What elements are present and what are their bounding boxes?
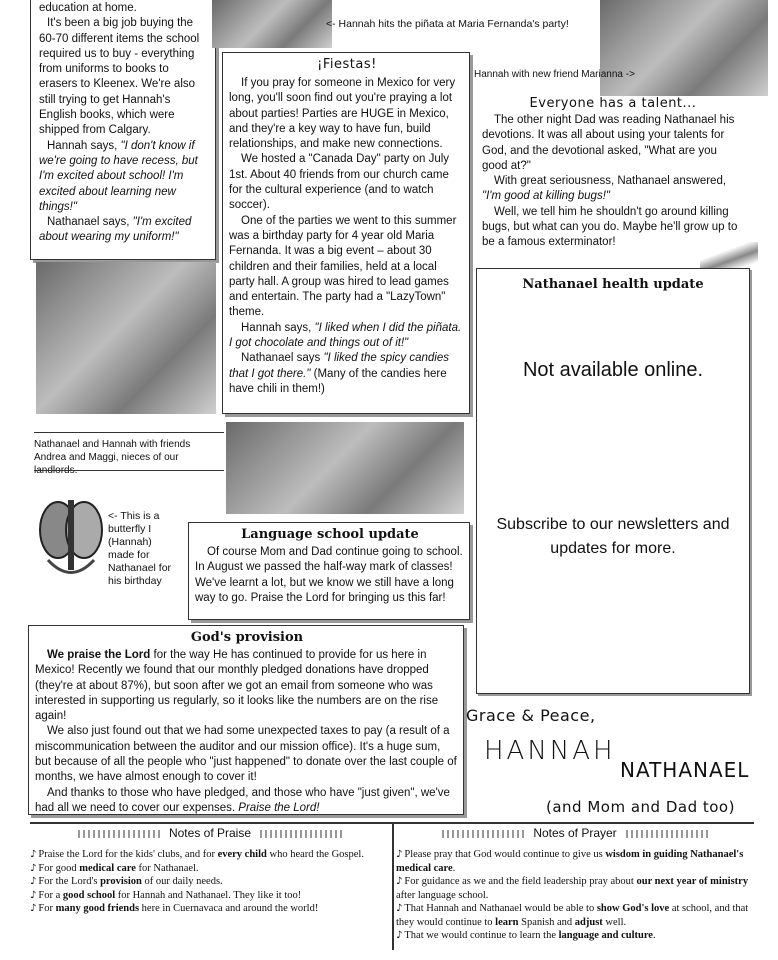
- butterfly-drawing: [38, 490, 104, 586]
- intro-line: still trying to get Hannah's: [39, 93, 171, 106]
- note-item: [30, 889, 390, 903]
- note-text: For guidance as we and the field leadership pray about: [404, 876, 637, 887]
- note-emphasis: learn: [495, 916, 519, 928]
- note-emphasis: wisdom in guiding Nathanael's medical care: [396, 849, 744, 874]
- note-item: [396, 929, 754, 943]
- note-text: That Hannah and Nathanael would be able to: [404, 903, 597, 914]
- greeting: Grace & Peace,: [466, 706, 596, 725]
- praise-list: [30, 848, 390, 916]
- provision-title: God's provision: [190, 630, 304, 645]
- friends-caption-rule-bottom: [34, 470, 224, 471]
- nathanael-says: Nathanael says,: [47, 216, 133, 229]
- note-emphasis: provision: [100, 876, 142, 887]
- nathanael-quote: "I'm excited about wearing my uniform!": [39, 216, 192, 244]
- health-title: Nathanael health update: [522, 277, 704, 292]
- friends-caption-rule: [34, 432, 224, 433]
- music-note-icon: ♪: [30, 876, 37, 887]
- intro-line: shipped from Calgary.: [39, 124, 151, 137]
- music-note-icon: ♪: [30, 903, 37, 914]
- talent-p3: Well, we tell him he shouldn't go around killing bugs, but what can you do. Maybe he'll grow up to be a famous exterminator!: [482, 205, 738, 249]
- note-text: for Nathanael.: [135, 862, 199, 874]
- note-text: For: [38, 903, 56, 914]
- note-item: [396, 848, 754, 875]
- decorative-line-icon: [78, 830, 160, 838]
- notes-divider: [392, 822, 394, 950]
- intro-box: [30, 0, 216, 260]
- hannah-quote: "I don't know if we're going to have recess, but I'm excited about school! I'm excited about learning new things!": [39, 139, 198, 213]
- health-subscribe: Subscribe to our newsletters and updates for more.: [496, 516, 730, 557]
- decorative-line-icon: [260, 830, 342, 838]
- note-text: Praise the Lord for the kids' clubs, and for: [38, 849, 218, 860]
- intro-text: [39, 1, 209, 139]
- hannah-says: Hannah says,: [47, 139, 121, 152]
- note-emphasis: our next year of ministry: [636, 876, 749, 887]
- note-text: Please pray that God would continue to give us: [404, 849, 606, 860]
- note-text: For good: [38, 862, 80, 874]
- parents-note: (and Mom and Dad too): [546, 798, 735, 816]
- prayer-list: [396, 848, 754, 943]
- intro-line: erasers to Kleenex. We're also: [39, 78, 196, 91]
- friends-photo: [226, 422, 464, 514]
- note-text: after language school.: [396, 889, 489, 901]
- fiestas-p3: One of the parties we went to this summer was a birthday party for 4 year old Maria Fernanda. It was a big event – about 30 children and their families, held at a local party hall. A group was hired to lead games and entertain. The party had a "LazyTown" theme.: [229, 214, 457, 319]
- fiestas-p4: Hannah says, "I liked when I did the piñata. I got chocolate and things out of it!": [229, 321, 462, 350]
- prayer-header: [396, 826, 754, 840]
- decorative-line-icon: [442, 830, 524, 838]
- note-item: [396, 902, 754, 929]
- marianna-photo: [600, 0, 768, 96]
- note-item: [30, 848, 390, 862]
- provision-box: [28, 625, 464, 815]
- provision-p2: We also just found out that we had some unexpected taxes to pay (a result of a miscommunication between the auditor and our mission office). It's a huge sum, but because of all the people who "just happened" to donate over the last couple of months, we have almost enough to cover it!: [35, 725, 457, 784]
- fiestas-p2: We hosted a "Canada Day" party on July 1st. About 40 friends from our church came for the cultural experience (and to watch soccer).: [229, 153, 450, 212]
- note-text: here in Cuernavaca and around the world!: [139, 903, 319, 914]
- praise-title: Notes of Praise: [168, 826, 252, 840]
- music-note-icon: ♪: [396, 930, 403, 941]
- music-note-icon: ♪: [30, 889, 37, 901]
- note-item: [30, 862, 390, 876]
- note-text: for Hannah and Nathanael. They like it too!: [115, 889, 302, 901]
- note-text: Spanish and: [518, 916, 575, 928]
- note-text: For a: [38, 889, 63, 901]
- health-box: [476, 268, 750, 694]
- talent-p1: The other night Dad was reading Nathanael his devotions. It was all about using your talents for God, and the devotional asked, "What are you good at?": [482, 114, 735, 172]
- praise-section: [30, 826, 390, 916]
- note-text: For the Lord's: [38, 876, 101, 887]
- kids-photo: [36, 262, 216, 414]
- note-text: .: [452, 862, 456, 874]
- note-item: [30, 902, 390, 916]
- talent-section: [482, 96, 744, 251]
- provision-p1: We praise the Lord for the way He has continued to provide for us here in Mexico! Recently we found that our monthly pledged donations have dropped (they're at about 87%), but soon after we got an email from someone who was interested in supporting us regularly, so it looks like the numbers are on the rise again!: [35, 649, 439, 723]
- language-title: Language school update: [241, 527, 419, 542]
- music-note-icon: ♪: [30, 862, 37, 874]
- language-box: [188, 522, 470, 620]
- note-text: who heard the Gospel.: [266, 849, 364, 860]
- note-text: .: [652, 930, 656, 941]
- fiestas-box: [222, 52, 470, 414]
- intro-line: It's been a big job buying the: [47, 17, 194, 30]
- friends-caption: Nathanael and Hannah with friends Andrea and Maggi, nieces of our: [34, 439, 191, 463]
- intro-line: required us to buy - everything: [39, 47, 195, 60]
- provision-p3: And thanks to those who have pledged, and those who have "just given", we've had all we need to cover our expenses. Praise the Lord!: [35, 786, 450, 814]
- intro-line: 60-70 different items the school: [39, 32, 200, 45]
- prayer-title: Notes of Prayer: [533, 826, 617, 840]
- talent-p2: With great seriousness, Nathanael answered, "I'm good at killing bugs!": [482, 175, 727, 203]
- note-item: [30, 875, 390, 889]
- intro-line: education at home.: [39, 2, 137, 14]
- note-text: of our daily needs.: [141, 876, 223, 887]
- note-emphasis: language and culture: [558, 930, 653, 941]
- decorative-line-icon: [626, 830, 708, 838]
- note-emphasis: medical care: [79, 862, 136, 874]
- intro-line: from uniforms to books to: [39, 63, 169, 76]
- nathanael-signature: NATHANAEL: [620, 758, 750, 782]
- note-item: [396, 875, 754, 902]
- note-text: at school, and that they would continue to: [396, 903, 749, 928]
- music-note-icon: ♪: [30, 849, 37, 860]
- note-emphasis: every child: [217, 849, 267, 860]
- note-emphasis: show God's love: [596, 903, 670, 914]
- health-na: Not available online.: [522, 359, 704, 381]
- marianna-caption: Hannah with new friend Marianna ->: [474, 69, 635, 80]
- praise-header: [30, 826, 390, 840]
- hannah-signature: HANNAH: [484, 736, 616, 766]
- note-emphasis: many good friends: [55, 903, 140, 914]
- fiestas-p1: If you pray for someone in Mexico for very long, you'll soon find out you're praying a lot about parties! Parties are HUGE in Mexico, and they're a key way to have fun, build relationships, and make new connections.: [229, 77, 456, 151]
- butterfly-caption: <- This is a butterfly I (Hannah) made for Nathanael for his birthday: [108, 510, 172, 587]
- pinata-caption: <- Hannah hits the piñata at Maria Fernanda's party!: [326, 18, 569, 30]
- fiestas-title: ¡Fiestas!: [317, 57, 377, 72]
- music-note-icon: ♪: [396, 849, 403, 860]
- language-body: Of course Mom and Dad continue going to school. In August we passed the half-way mark of classes! We've learnt a lot, but we know we still have a long way to go. Praise the Lord for bringing us this far!: [195, 546, 463, 604]
- music-note-icon: ♪: [396, 903, 403, 914]
- music-note-icon: ♪: [396, 876, 403, 887]
- pinata-photo: [212, 0, 332, 48]
- note-text: That we would continue to learn the: [404, 930, 559, 941]
- note-emphasis: good school: [62, 889, 116, 901]
- fiestas-p5: Nathanael says "I liked the spicy candies that I got there." (Many of the candies here have chili in them!): [229, 352, 450, 395]
- talent-title: Everyone has a talent...: [529, 96, 697, 111]
- prayer-section: [396, 826, 754, 943]
- intro-line: English books, which were: [39, 109, 175, 122]
- note-text: well.: [602, 916, 627, 928]
- note-emphasis: adjust: [574, 916, 603, 928]
